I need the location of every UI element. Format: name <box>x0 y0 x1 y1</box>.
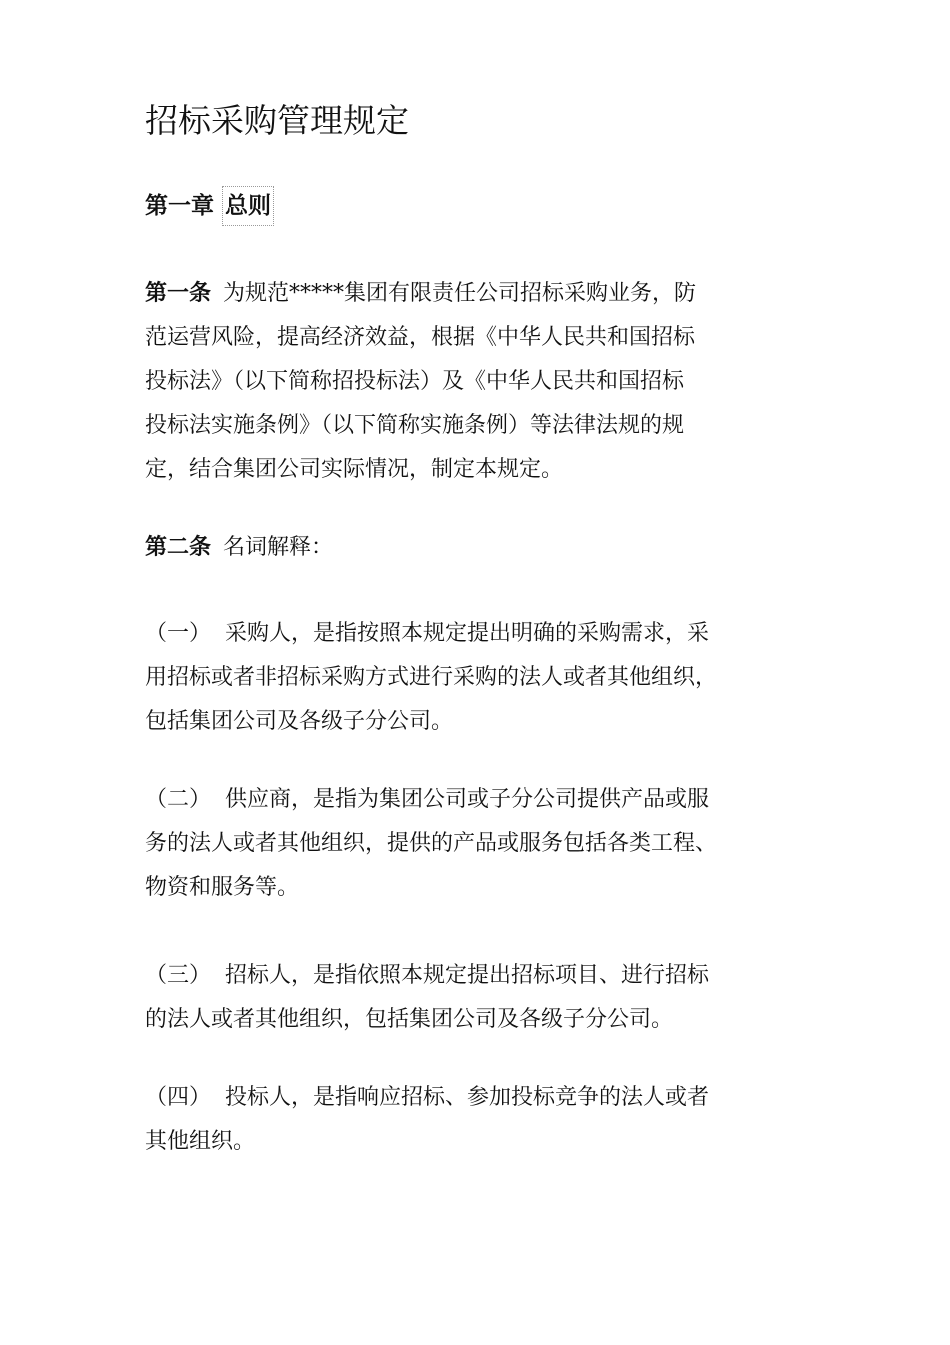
definition-item-line <box>145 1076 709 1120</box>
chapter-title: 总则 <box>222 186 274 226</box>
chapter-number: 第一章 <box>145 193 214 219</box>
article-2 <box>145 526 333 570</box>
definition-item <box>145 1076 709 1164</box>
article-1-text: 为规范*****集团有限责任公司招标采购业务，防 <box>223 281 697 306</box>
article-1-label: 第一条 <box>145 281 212 306</box>
chapter-heading <box>145 186 274 226</box>
definition-item-line: 的法人或者其他组织，包括集团公司及各级子分公司。 <box>145 1007 674 1032</box>
definition-item-line: 务的法人或者其他组织，提供的产品或服务包括各类工程、 <box>145 831 718 856</box>
definition-item-label: （四） <box>145 1085 212 1110</box>
article-1-line-1 <box>145 272 696 316</box>
article-1-line-4: 投标法实施条例》（以下简称实施条例）等法律法规的规 <box>145 413 685 438</box>
article-1-line-2: 范运营风险，提高经济效益，根据《中华人民共和国招标 <box>145 325 696 350</box>
definition-item-line <box>145 954 709 998</box>
definition-item-text: 招标人，是指依照本规定提出招标项目、进行招标 <box>225 963 710 988</box>
definition-item-line: 用招标或者非招标采购方式进行采购的法人或者其他组织， <box>145 665 718 690</box>
article-2-line-1 <box>145 526 333 570</box>
definition-item-line: 包括集团公司及各级子分公司。 <box>145 709 454 734</box>
definition-item-label: （一） <box>145 621 212 646</box>
definition-item-text: 供应商，是指为集团公司或子分公司提供产品或服 <box>225 787 710 812</box>
definition-item-line <box>145 778 717 822</box>
definition-item-text: 投标人，是指响应招标、参加投标竞争的法人或者 <box>225 1085 710 1110</box>
article-1-line-5: 定，结合集团公司实际情况，制定本规定。 <box>145 457 564 482</box>
definition-item-label: （三） <box>145 963 212 988</box>
article-1-line-3: 投标法》（以下简称招投标法）及《中华人民共和国招标 <box>145 369 685 394</box>
definition-item-line <box>145 612 717 656</box>
article-2-text: 名词解释： <box>223 535 334 560</box>
article-2-label: 第二条 <box>145 535 212 560</box>
definition-item-line: 其他组织。 <box>145 1129 256 1154</box>
definition-item <box>145 612 717 744</box>
definition-item <box>145 954 709 1042</box>
document-title: 招标采购管理规定 <box>145 101 409 140</box>
definition-item <box>145 778 717 910</box>
definition-item-line: 物资和服务等。 <box>145 875 300 900</box>
definition-item-text: 采购人，是指按照本规定提出明确的采购需求，采 <box>225 621 710 646</box>
article-1 <box>145 272 696 492</box>
definition-item-label: （二） <box>145 787 212 812</box>
